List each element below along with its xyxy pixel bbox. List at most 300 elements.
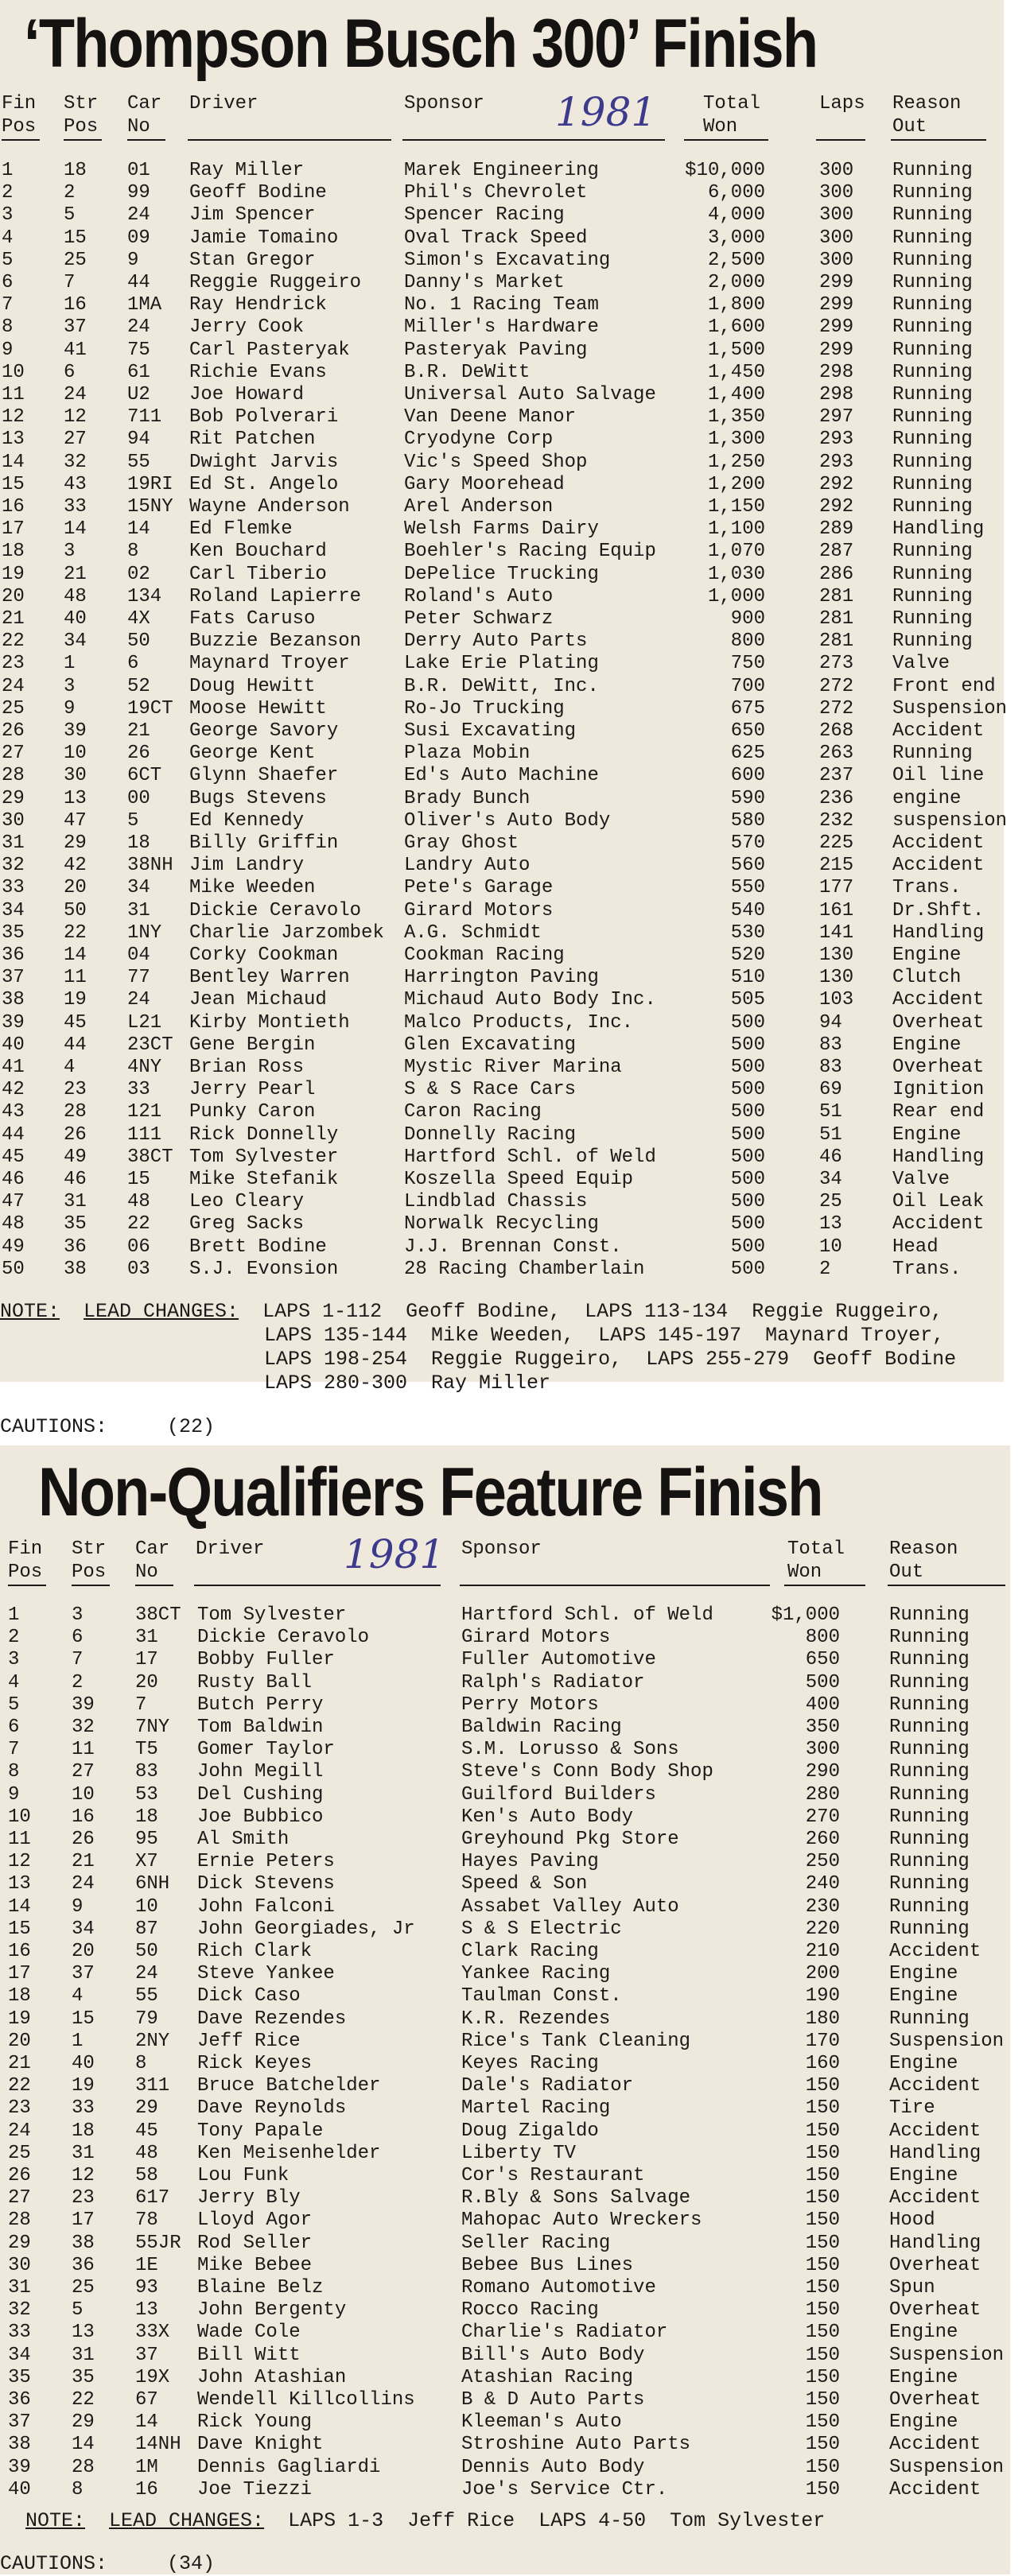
cell-sponsor: Danny's Market [404,272,565,293]
cell-reason-out: Ignition [892,1079,985,1101]
cell-driver: Rusty Ball [197,1671,313,1693]
cell-str-pos: 38 [72,2232,95,2254]
cell-reason-out: Running [892,272,973,293]
cell-total-won: 2,000 [707,272,765,293]
cell-reason-out: Running [889,1717,970,1738]
table-row [0,900,1002,922]
table-row [0,1169,1002,1191]
cell-reason-out: Running [889,2008,970,2030]
cell-total-won: 800 [730,630,765,653]
cell-total-won: 500 [730,1258,765,1280]
cell-sponsor: Derry Auto Parts [404,630,588,653]
cell-car-no: 134 [127,585,162,607]
cell-sponsor: Pete's Garage [404,877,554,899]
cell-str-pos: 12 [64,406,87,429]
cell-fin-pos: 38 [8,2434,31,2456]
cell-reason-out: Dr.Shft. [892,899,985,921]
cell-str-pos: 13 [72,2322,95,2344]
cell-sponsor: Lake Erie Plating [404,653,599,675]
cell-sponsor: Roland's Auto [404,585,554,607]
cell-str-pos: 48 [64,585,87,607]
cell-fin-pos: 1 [2,160,14,181]
cell-str-pos: 14 [64,945,87,966]
cell-driver: Ernie Peters [197,1851,335,1873]
header-underline [888,1585,1005,1586]
table-row [0,1191,1002,1213]
cautions-value: (34) [167,2552,216,2575]
cell-total-won: 150 [805,2456,840,2478]
cell-reason-out: Suspension [889,2456,1005,2478]
cell-fin-pos: 36 [8,2389,31,2411]
cell-reason-out: Engine [889,1963,958,1985]
table-row [0,362,1002,384]
cell-str-pos: 39 [64,720,87,742]
cell-sponsor: Hartford Schl. of Weld [461,1604,713,1626]
cell-laps: 46 [819,1146,842,1168]
cell-str-pos: 16 [64,294,87,316]
cell-str-pos: 19 [64,989,87,1011]
table-row [0,227,1002,250]
table-row [0,204,1002,227]
cell-driver: Reggie Ruggeiro [189,272,362,293]
cell-sponsor: Doug Zigaldo [461,2120,599,2142]
cell-car-no: 38CT [135,1604,181,1626]
cell-fin-pos: 35 [2,921,25,944]
cell-total-won: 150 [805,2075,840,2097]
cell-reason-out: Overheat [889,2254,981,2276]
cell-fin-pos: 4 [8,1671,20,1693]
table-row [0,452,1002,474]
cell-sponsor: Dennis Auto Body [461,2456,645,2478]
table-row [0,676,1002,698]
cell-total-won: 1,150 [707,496,765,518]
table-row [0,2120,1002,2143]
table-row [0,564,1002,586]
cell-car-no: 67 [135,2389,158,2411]
cell-sponsor: Martel Racing [461,2097,611,2120]
cell-fin-pos: 2 [2,182,14,204]
cell-driver: Dave Reynolds [197,2097,347,2120]
header-total-won: Total Won [703,93,761,138]
table-row [0,967,1002,989]
cell-laps: 236 [819,787,854,809]
cell-driver: Rich Clark [197,1941,313,1962]
cell-driver: Gene Bergin [189,1034,316,1056]
cell-driver: Bruce Batchelder [197,2075,381,2097]
cell-driver: George Kent [189,743,316,765]
cell-driver: Jerry Cook [189,316,305,339]
table-row [0,788,1002,810]
cell-reason-out: Running [889,1604,970,1626]
table-row [0,1896,1002,1918]
cell-sponsor: Marek Engineering [404,160,599,181]
cell-str-pos: 39 [72,1693,95,1716]
cell-sponsor: R.Bly & Sons Salvage [461,2187,691,2209]
cell-fin-pos: 22 [2,630,25,653]
cell-driver: Jerry Bly [197,2187,301,2209]
cell-reason-out: Running [889,1649,970,1671]
cell-str-pos: 25 [72,2277,95,2299]
cell-fin-pos: 37 [2,967,25,989]
cell-sponsor: Glen Excavating [404,1034,577,1056]
cell-fin-pos: 19 [8,2008,31,2030]
cell-laps: 34 [819,1169,842,1190]
header-underline [784,1585,865,1586]
cell-sponsor: 28 Racing Chamberlain [404,1258,645,1280]
cell-str-pos: 12 [72,2165,95,2186]
cell-car-no: 24 [127,316,150,339]
cell-driver: Ed Flemke [189,518,293,541]
table-row [0,2097,1002,2120]
cell-car-no: 24 [127,989,150,1011]
header-driver: Driver [189,93,258,114]
header-underline [188,139,391,141]
cell-driver: Jean Michaud [189,989,327,1011]
cell-sponsor: Susi Excavating [404,720,577,742]
table-row [0,1057,1002,1079]
cell-fin-pos: 3 [2,204,14,227]
cell-laps: 293 [819,429,854,451]
cell-car-no: 44 [127,272,150,293]
cell-car-no: 4NY [127,1057,162,1078]
cell-total-won: 500 [730,1101,765,1123]
cell-reason-out: Running [892,361,973,383]
table-row [0,1236,1002,1259]
cell-reason-out: Running [892,204,973,227]
header-driver: Driver [196,1538,265,1560]
cell-driver: Kirby Montieth [189,1011,350,1034]
lead-change-line: LAPS 1-112 Geoff Bodine, LAPS 113-134 Reggie Ruggeiro, [262,1300,943,1323]
cell-str-pos: 1 [72,2030,84,2052]
cell-car-no: 20 [135,1671,158,1693]
cell-total-won: 150 [805,2187,840,2209]
cell-driver: Fats Caruso [189,608,316,630]
cell-reason-out: Engine [889,2053,958,2074]
table-row [0,2322,1002,2344]
cell-total-won: 1,000 [707,585,765,607]
cell-reason-out: Handling [892,1146,985,1168]
cell-reason-out: Trans. [892,1258,962,1280]
cell-reason-out: Front end [892,675,996,697]
cell-sponsor: Mahopac Auto Wreckers [461,2209,702,2232]
cell-car-no: 5 [127,809,139,832]
cell-fin-pos: 11 [8,1829,31,1850]
cell-reason-out: Running [892,160,973,181]
cell-reason-out: Accident [892,1213,985,1236]
table-row [0,1806,1002,1829]
cell-laps: 289 [819,518,854,541]
cell-str-pos: 7 [64,272,76,293]
cell-fin-pos: 5 [2,249,14,271]
cell-car-no: 06 [127,1236,150,1258]
table-row [0,586,1002,608]
cell-laps: 292 [819,473,854,495]
cell-laps: 281 [819,608,854,630]
lead-changes-label: LEAD CHANGES: [84,1300,239,1323]
cell-str-pos: 17 [72,2209,95,2232]
table-row [0,1941,1002,1963]
table-row [0,1717,1002,1739]
cell-reason-out: Accident [889,1941,981,1962]
cell-total-won: 150 [805,2120,840,2142]
race2-year-handwritten: 1981 [344,1531,445,1577]
table-row [0,2411,1002,2434]
cell-str-pos: 35 [64,1213,87,1236]
cell-str-pos: 28 [72,2456,95,2478]
cell-driver: Lou Funk [197,2165,290,2186]
cell-total-won: 650 [730,720,765,742]
cell-driver: Steve Yankee [197,1963,335,1985]
cell-laps: 272 [819,675,854,697]
cell-car-no: 33 [127,1079,150,1101]
cell-reason-out: Accident [889,2075,981,2097]
cell-laps: 215 [819,855,854,877]
cell-fin-pos: 9 [2,339,14,361]
cell-reason-out: Running [889,1895,970,1918]
cell-driver: Moose Hewitt [189,697,327,720]
cell-car-no: 19X [135,2366,170,2388]
cell-laps: 300 [819,249,854,271]
cell-car-no: 31 [135,1627,158,1649]
cell-fin-pos: 14 [2,451,25,473]
cell-driver: Rick Donnelly [189,1123,339,1146]
cell-car-no: 37 [135,2344,158,2366]
cell-driver: Dickie Ceravolo [189,899,362,921]
cell-reason-out: Oil line [892,765,985,787]
cell-total-won: 500 [805,1671,840,1693]
cell-car-no: 04 [127,945,150,966]
cell-car-no: 14 [135,2411,158,2434]
cell-car-no: L21 [127,1011,162,1034]
cell-reason-out: Suspension [892,697,1008,720]
cell-reason-out: Handling [889,2232,981,2254]
table-row [0,2456,1005,2479]
cell-total-won: 2,500 [707,249,765,271]
cell-driver: Bob Polverari [189,406,339,429]
cell-reason-out: Running [889,1918,970,1940]
cell-fin-pos: 29 [2,787,25,809]
cell-fin-pos: 32 [8,2299,31,2322]
cell-sponsor: Charlie's Radiator [461,2322,668,2344]
table-row [0,1213,1002,1236]
cell-car-no: 87 [135,1918,158,1940]
cell-reason-out: Running [889,1873,970,1895]
cell-fin-pos: 18 [2,541,25,563]
table-row [0,2030,1005,2053]
cell-str-pos: 23 [64,1079,87,1101]
cell-str-pos: 2 [72,1671,84,1693]
table-row [0,1739,1002,1761]
cell-car-no: 38NH [127,855,173,877]
cell-str-pos: 13 [64,787,87,809]
cell-fin-pos: 34 [8,2344,31,2366]
cell-driver: Dick Caso [197,1985,301,2008]
header-underline [891,139,986,141]
cell-laps: 298 [819,384,854,405]
cell-laps: 300 [819,182,854,204]
lead-change-line: LAPS 1-3 Jeff Rice LAPS 4-50 Tom Sylvester [288,2509,826,2532]
cell-laps: 299 [819,339,854,361]
cell-driver: Bugs Stevens [189,787,327,809]
cell-fin-pos: 44 [2,1123,25,1146]
cell-total-won: 150 [805,2142,840,2164]
cell-str-pos: 27 [64,429,87,451]
cell-car-no: 1E [135,2254,158,2276]
cell-total-won: 1,100 [707,518,765,541]
cell-sponsor: Clark Racing [461,1941,599,1962]
cell-car-no: 38CT [127,1146,173,1168]
cell-total-won: 350 [805,1717,840,1738]
cell-reason-out: Overheat [892,1057,985,1078]
cell-fin-pos: 25 [8,2142,31,2164]
cell-laps: 299 [819,316,854,339]
cell-str-pos: 47 [64,809,87,832]
table-row [0,630,1002,653]
table-row [0,2367,1002,2389]
cell-reason-out: Running [892,630,973,653]
cell-car-no: 16 [135,2478,158,2500]
cell-total-won: 500 [730,1057,765,1078]
table-row [0,2344,1005,2367]
cell-sponsor: Brady Bunch [404,787,531,809]
cell-total-won: 240 [805,1873,840,1895]
cell-sponsor: Miller's Hardware [404,316,599,339]
cell-sponsor: Yankee Racing [461,1963,611,1985]
cell-sponsor: Ed's Auto Machine [404,765,599,787]
header-sponsor: Sponsor [404,93,484,114]
cell-car-no: 6CT [127,765,162,787]
cell-driver: Glynn Shaefer [189,765,339,787]
cell-car-no: 95 [135,1829,158,1850]
cell-str-pos: 34 [72,1918,95,1940]
cell-car-no: 1MA [127,294,162,316]
cell-driver: John Georgiades, Jr [197,1918,415,1940]
cell-laps: 300 [819,227,854,249]
cell-sponsor: Ralph's Radiator [461,1671,645,1693]
cell-str-pos: 6 [64,361,76,383]
cell-fin-pos: 20 [2,585,25,607]
cell-driver: Maynard Troyer [189,653,350,675]
header-laps: Laps [819,93,865,114]
cell-sponsor: Assabet Valley Auto [461,1895,679,1918]
race1-year-handwritten: 1981 [555,89,657,135]
cell-car-no: 00 [127,787,150,809]
cell-reason-out: Running [889,1806,970,1828]
cell-car-no: 33X [135,2322,170,2344]
cell-sponsor: Plaza Mobin [404,743,531,765]
cell-sponsor: Rice's Tank Cleaning [461,2030,691,2052]
header-str-pos: Str Pos [72,1538,107,1583]
cell-car-no: 22 [127,1213,150,1236]
table-row [0,832,1002,855]
cell-reason-out: Engine [889,1985,958,2008]
cell-sponsor: Cor's Restaurant [461,2165,645,2186]
cell-driver: Jerry Pearl [189,1079,316,1101]
cell-laps: 272 [819,697,854,720]
cell-total-won: 150 [805,2411,840,2434]
cell-driver: Al Smith [197,1829,290,1850]
cell-driver: Joe Tiezzi [197,2478,313,2500]
cell-reason-out: Handling [892,921,985,944]
cell-total-won: 190 [805,1985,840,2008]
cell-laps: 287 [819,541,854,563]
cell-sponsor: Gary Moorehead [404,473,565,495]
cell-reason-out: Head [892,1236,939,1258]
cell-car-no: 99 [127,182,150,204]
table-row [0,1124,1002,1146]
cell-total-won: 150 [805,2344,840,2366]
cell-car-no: 17 [135,1649,158,1671]
cell-laps: 293 [819,451,854,473]
cell-driver: Dickie Ceravolo [197,1627,370,1649]
cell-total-won: $1,000 [771,1604,840,1626]
cell-sponsor: Van Deene Manor [404,406,577,429]
table-row [0,2434,1002,2456]
cell-str-pos: 26 [64,1123,87,1146]
cell-total-won: 290 [805,1761,840,1783]
cell-str-pos: 45 [64,1011,87,1034]
cell-fin-pos: 29 [8,2232,31,2254]
lead-change-line: LAPS 198-254 Reggie Ruggeiro, LAPS 255-279 Geoff Bodine [264,1348,957,1371]
cell-driver: Lloyd Agor [197,2209,313,2232]
cell-fin-pos: 27 [2,743,25,765]
cell-driver: Carl Pasteryak [189,339,350,361]
cautions-value: (22) [167,1415,216,1438]
cell-str-pos: 29 [64,832,87,854]
cell-sponsor: Taulman Const. [461,1985,622,2008]
table-row [0,272,1002,294]
cell-fin-pos: 13 [2,429,25,451]
cell-str-pos: 14 [72,2434,95,2456]
cell-total-won: 150 [805,2322,840,2344]
cell-driver: Richie Evans [189,361,327,383]
cell-sponsor: Hartford Schl. of Weld [404,1146,656,1168]
cell-driver: Ed Kennedy [189,809,305,832]
table-row [0,2187,1002,2209]
cell-str-pos: 5 [64,204,76,227]
cell-total-won: 560 [730,855,765,877]
cell-total-won: 250 [805,1851,840,1873]
cell-sponsor: Donnelly Racing [404,1123,577,1146]
table-row [0,384,1002,406]
cell-str-pos: 23 [72,2187,95,2209]
table-row [0,316,1002,339]
cell-fin-pos: 31 [2,832,25,854]
cell-total-won: 650 [805,1649,840,1671]
cell-fin-pos: 17 [2,518,25,541]
cell-driver: Punky Caron [189,1101,316,1123]
cell-car-no: 01 [127,160,150,181]
table-row [0,1146,1002,1169]
cell-car-no: 6NH [135,1873,170,1895]
table-row [0,1627,1002,1649]
cell-car-no: 52 [127,675,150,697]
header-underline [64,139,102,141]
cell-driver: Bill Witt [197,2344,301,2366]
cell-car-no: 19RI [127,473,173,495]
cell-car-no: 50 [127,630,150,653]
cell-car-no: 9 [127,249,139,271]
cell-reason-out: Handling [889,2142,981,2164]
table-row [0,697,1008,720]
cell-fin-pos: 46 [2,1169,25,1190]
table-row [0,518,1002,541]
cell-total-won: 500 [730,1146,765,1168]
cell-str-pos: 28 [64,1101,87,1123]
cell-driver: Tom Baldwin [197,1717,324,1738]
cell-reason-out: Engine [892,1123,962,1146]
cell-car-no: 111 [127,1123,162,1146]
